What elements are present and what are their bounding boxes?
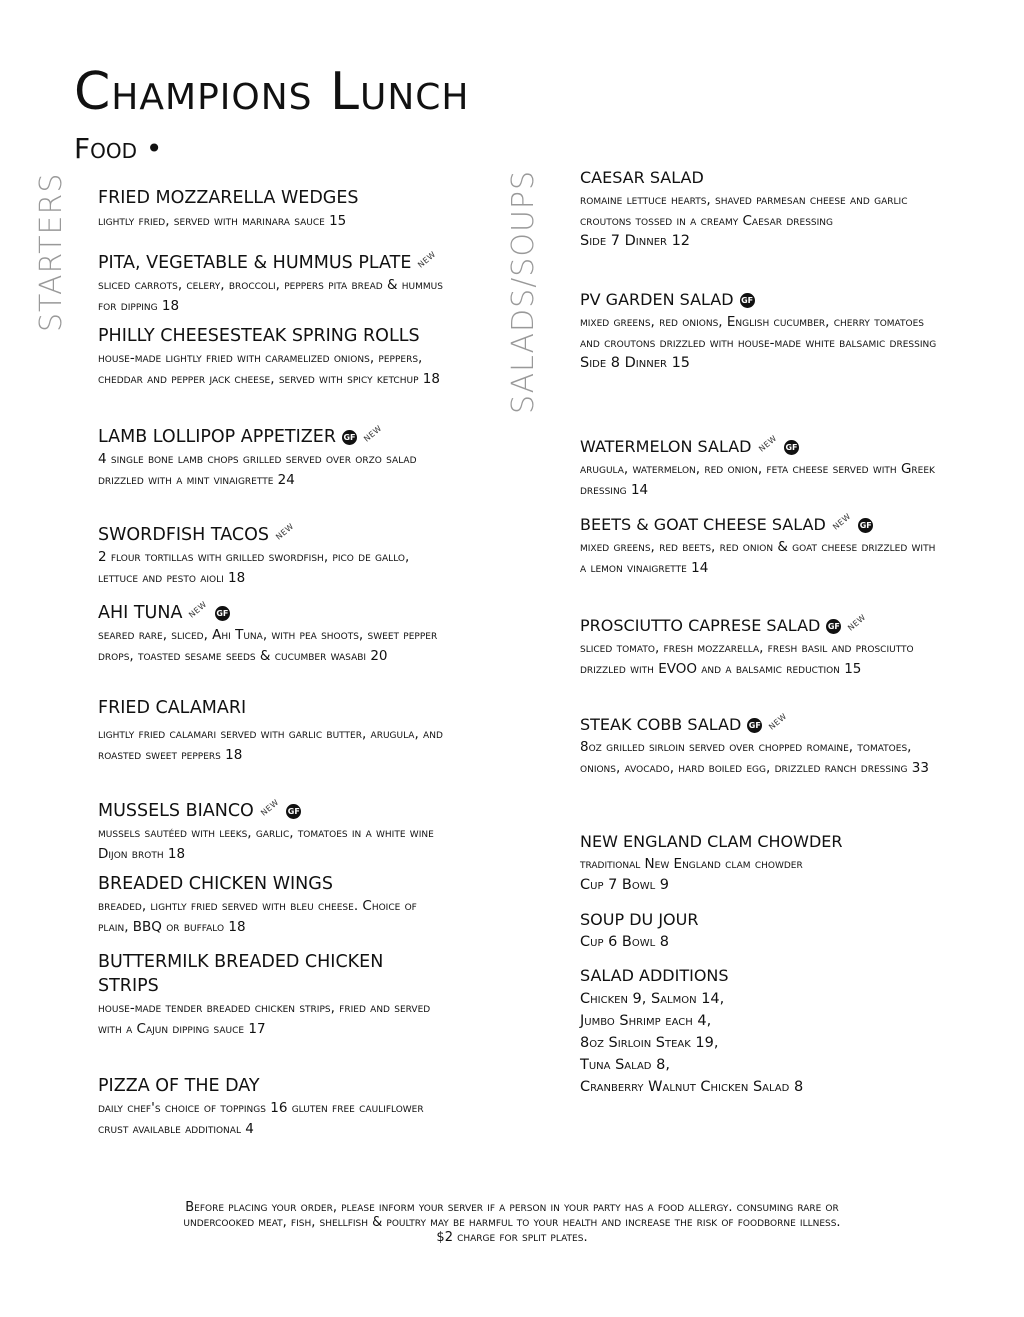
item-description: romaine lettuce hearts, shaved parmesan cheese and garlic croutons tossed in a creamy Caesar dressing bbox=[580, 192, 908, 229]
gluten-free-icon: GF bbox=[858, 518, 873, 533]
menu-item bbox=[580, 288, 940, 432]
gluten-free-icon: GF bbox=[215, 606, 230, 621]
disclaimer-line: undercooked meat, fish, shellfish & poultry may be harmful to your health and increase the risk of foodborne illness. bbox=[183, 1215, 841, 1230]
menu-item bbox=[98, 324, 448, 422]
item-name: WATERMELON SALAD bbox=[580, 437, 752, 456]
item-description: house-made tender breaded chicken strips, fried and served with a Cajun dipping sauce 17 bbox=[98, 1000, 431, 1037]
item-name: SWORDFISH TACOS bbox=[98, 525, 269, 545]
item-name: LAMB LOLLIPOP APPETIZER bbox=[98, 427, 336, 447]
item-name: PV GARDEN SALAD bbox=[580, 290, 734, 309]
item-name: FRIED MOZZARELLA WEDGES bbox=[98, 188, 359, 208]
menu-item bbox=[580, 166, 940, 288]
new-badge-icon: NEW bbox=[767, 711, 789, 732]
gluten-free-icon: GF bbox=[740, 293, 755, 308]
disclaimer-line: $2 charge for split plates. bbox=[436, 1230, 588, 1245]
salads-column bbox=[580, 166, 940, 1098]
item-name: BUTTERMILK BREADED CHICKEN STRIPS bbox=[98, 952, 384, 996]
item-name: MUSSELS BIANCO bbox=[98, 801, 254, 821]
item-name: SOUP DU JOUR bbox=[580, 910, 699, 929]
item-description: arugula, watermelon, red onion, feta cheese served with Greek dressing 14 bbox=[580, 461, 935, 498]
salad-addition-line: Jumbo Shrimp each 4, bbox=[580, 1013, 712, 1029]
menu-item bbox=[98, 598, 448, 696]
gluten-free-icon: GF bbox=[342, 430, 357, 445]
allergy-disclaimer bbox=[60, 1200, 964, 1245]
menu-item bbox=[580, 830, 940, 908]
starters-section-label: STARTERS bbox=[34, 172, 69, 332]
gluten-free-icon: GF bbox=[826, 619, 841, 634]
salads-section-label: SALADS/SOUPS bbox=[506, 169, 541, 414]
item-name: CAESAR SALAD bbox=[580, 168, 704, 187]
item-description: mixed greens, red beets, red onion & goat cheese drizzled with a lemon vinaigrette 14 bbox=[580, 539, 936, 576]
new-badge-icon: NEW bbox=[830, 511, 853, 532]
menu-item bbox=[580, 908, 940, 964]
item-description: house-made lightly fried with caramelized onions, peppers, cheddar and pepper jack cheese, served with spicy ketchup 18 bbox=[98, 350, 440, 387]
menu-item bbox=[580, 710, 940, 830]
item-price: Side 7 Dinner 12 bbox=[580, 233, 691, 249]
item-price: Cup 6 Bowl 8 bbox=[580, 934, 670, 950]
item-name: FRIED CALAMARI bbox=[98, 698, 247, 718]
menu-item bbox=[98, 520, 448, 598]
new-badge-icon: NEW bbox=[846, 612, 868, 633]
salad-addition-line: 8oz Sirloin Steak 19, bbox=[580, 1035, 719, 1051]
new-badge-icon: NEW bbox=[259, 797, 281, 818]
item-name: PHILLY CHEESESTEAK SPRING ROLLS bbox=[98, 326, 420, 346]
item-description: mixed greens, red onions, English cucumber, cherry tomatoes and croutons drizzled with house-made white balsamic dressing bbox=[580, 314, 937, 351]
item-description: lightly fried, served with marinara sauce 15 bbox=[98, 213, 347, 229]
item-description: traditional New England clam chowder bbox=[580, 856, 803, 872]
menu-item bbox=[580, 611, 940, 710]
new-badge-icon: NEW bbox=[756, 433, 779, 454]
item-description: seared rare, sliced, Ahi Tuna, with pea shoots, sweet pepper drops, toasted sesame seeds & cucumber wasabi 20 bbox=[98, 627, 438, 664]
item-description: sliced tomato, fresh mozzarella, fresh basil and prosciutto drizzled with EVOO and a balsamic reduction 15 bbox=[580, 640, 914, 677]
item-name: AHI TUNA bbox=[98, 603, 183, 623]
item-description: 4 single bone lamb chops grilled served over orzo salad drizzled with a mint vinaigrette 24 bbox=[98, 451, 417, 488]
menu-item bbox=[580, 964, 940, 1098]
new-badge-icon: NEW bbox=[187, 599, 210, 620]
gluten-free-icon: GF bbox=[784, 440, 799, 455]
salad-addition-line: Chicken 9, Salmon 14, bbox=[580, 991, 725, 1007]
menu-item bbox=[98, 696, 448, 796]
item-name: BREADED CHICKEN WINGS bbox=[98, 874, 333, 894]
item-name: SALAD ADDITIONS bbox=[580, 966, 729, 985]
new-badge-icon: NEW bbox=[362, 423, 384, 444]
new-badge-icon: NEW bbox=[274, 521, 296, 542]
item-name: PROSCIUTTO CAPRESE SALAD bbox=[580, 616, 821, 635]
item-description: 8oz grilled sirloin served over chopped romaine, tomatoes, onions, avocado, hard boiled egg, drizzled ranch dressing 33 bbox=[580, 739, 929, 776]
menu-item bbox=[98, 248, 448, 324]
item-name: PITA, VEGETABLE & HUMMUS PLATE bbox=[98, 253, 412, 273]
item-name: BEETS & GOAT CHEESE SALAD bbox=[580, 515, 826, 534]
menu-subtitle: Food • bbox=[74, 132, 163, 165]
item-description: mussels sautéed with leeks, garlic, tomatoes in a white wine Dijon broth 18 bbox=[98, 825, 434, 862]
menu-item bbox=[98, 422, 448, 520]
menu-item bbox=[98, 796, 448, 872]
menu-item bbox=[98, 1074, 448, 1139]
item-name: STEAK COBB SALAD bbox=[580, 715, 742, 734]
menu-item bbox=[580, 432, 940, 510]
menu-item bbox=[98, 872, 448, 950]
item-description: 2 flour tortillas with grilled swordfish, pico de gallo, lettuce and pesto aioli 18 bbox=[98, 549, 410, 586]
menu-item bbox=[98, 950, 448, 1074]
disclaimer-line: Before placing your order, please inform your server if a person in your party has a food allergy. consuming rare or bbox=[185, 1200, 839, 1215]
starters-column bbox=[98, 186, 448, 1139]
item-description: sliced carrots, celery, broccoli, peppers pita bread & hummus for dipping 18 bbox=[98, 277, 443, 314]
menu-item bbox=[580, 510, 940, 611]
menu-title: Champions Lunch bbox=[74, 62, 470, 122]
item-description: lightly fried calamari served with garlic butter, arugula, and roasted sweet peppers 18 bbox=[98, 726, 443, 763]
salad-addition-line: Cranberry Walnut Chicken Salad 8 bbox=[580, 1079, 804, 1095]
gluten-free-icon: GF bbox=[747, 718, 762, 733]
item-name: PIZZA OF THE DAY bbox=[98, 1076, 260, 1096]
item-description: daily chef's choice of toppings 16 gluten free cauliflower crust available additional 4 bbox=[98, 1100, 424, 1137]
menu-item bbox=[98, 186, 448, 248]
item-price: Cup 7 Bowl 9 bbox=[580, 876, 670, 893]
item-name: NEW ENGLAND CLAM CHOWDER bbox=[580, 832, 843, 851]
item-price: Side 8 Dinner 15 bbox=[580, 355, 691, 371]
item-description: breaded, lightly fried served with bleu cheese. Choice of plain, BBQ or buffalo 18 bbox=[98, 898, 417, 935]
salad-addition-line: Tuna Salad 8, bbox=[580, 1057, 670, 1073]
gluten-free-icon: GF bbox=[286, 804, 301, 819]
new-badge-icon: NEW bbox=[416, 249, 439, 270]
